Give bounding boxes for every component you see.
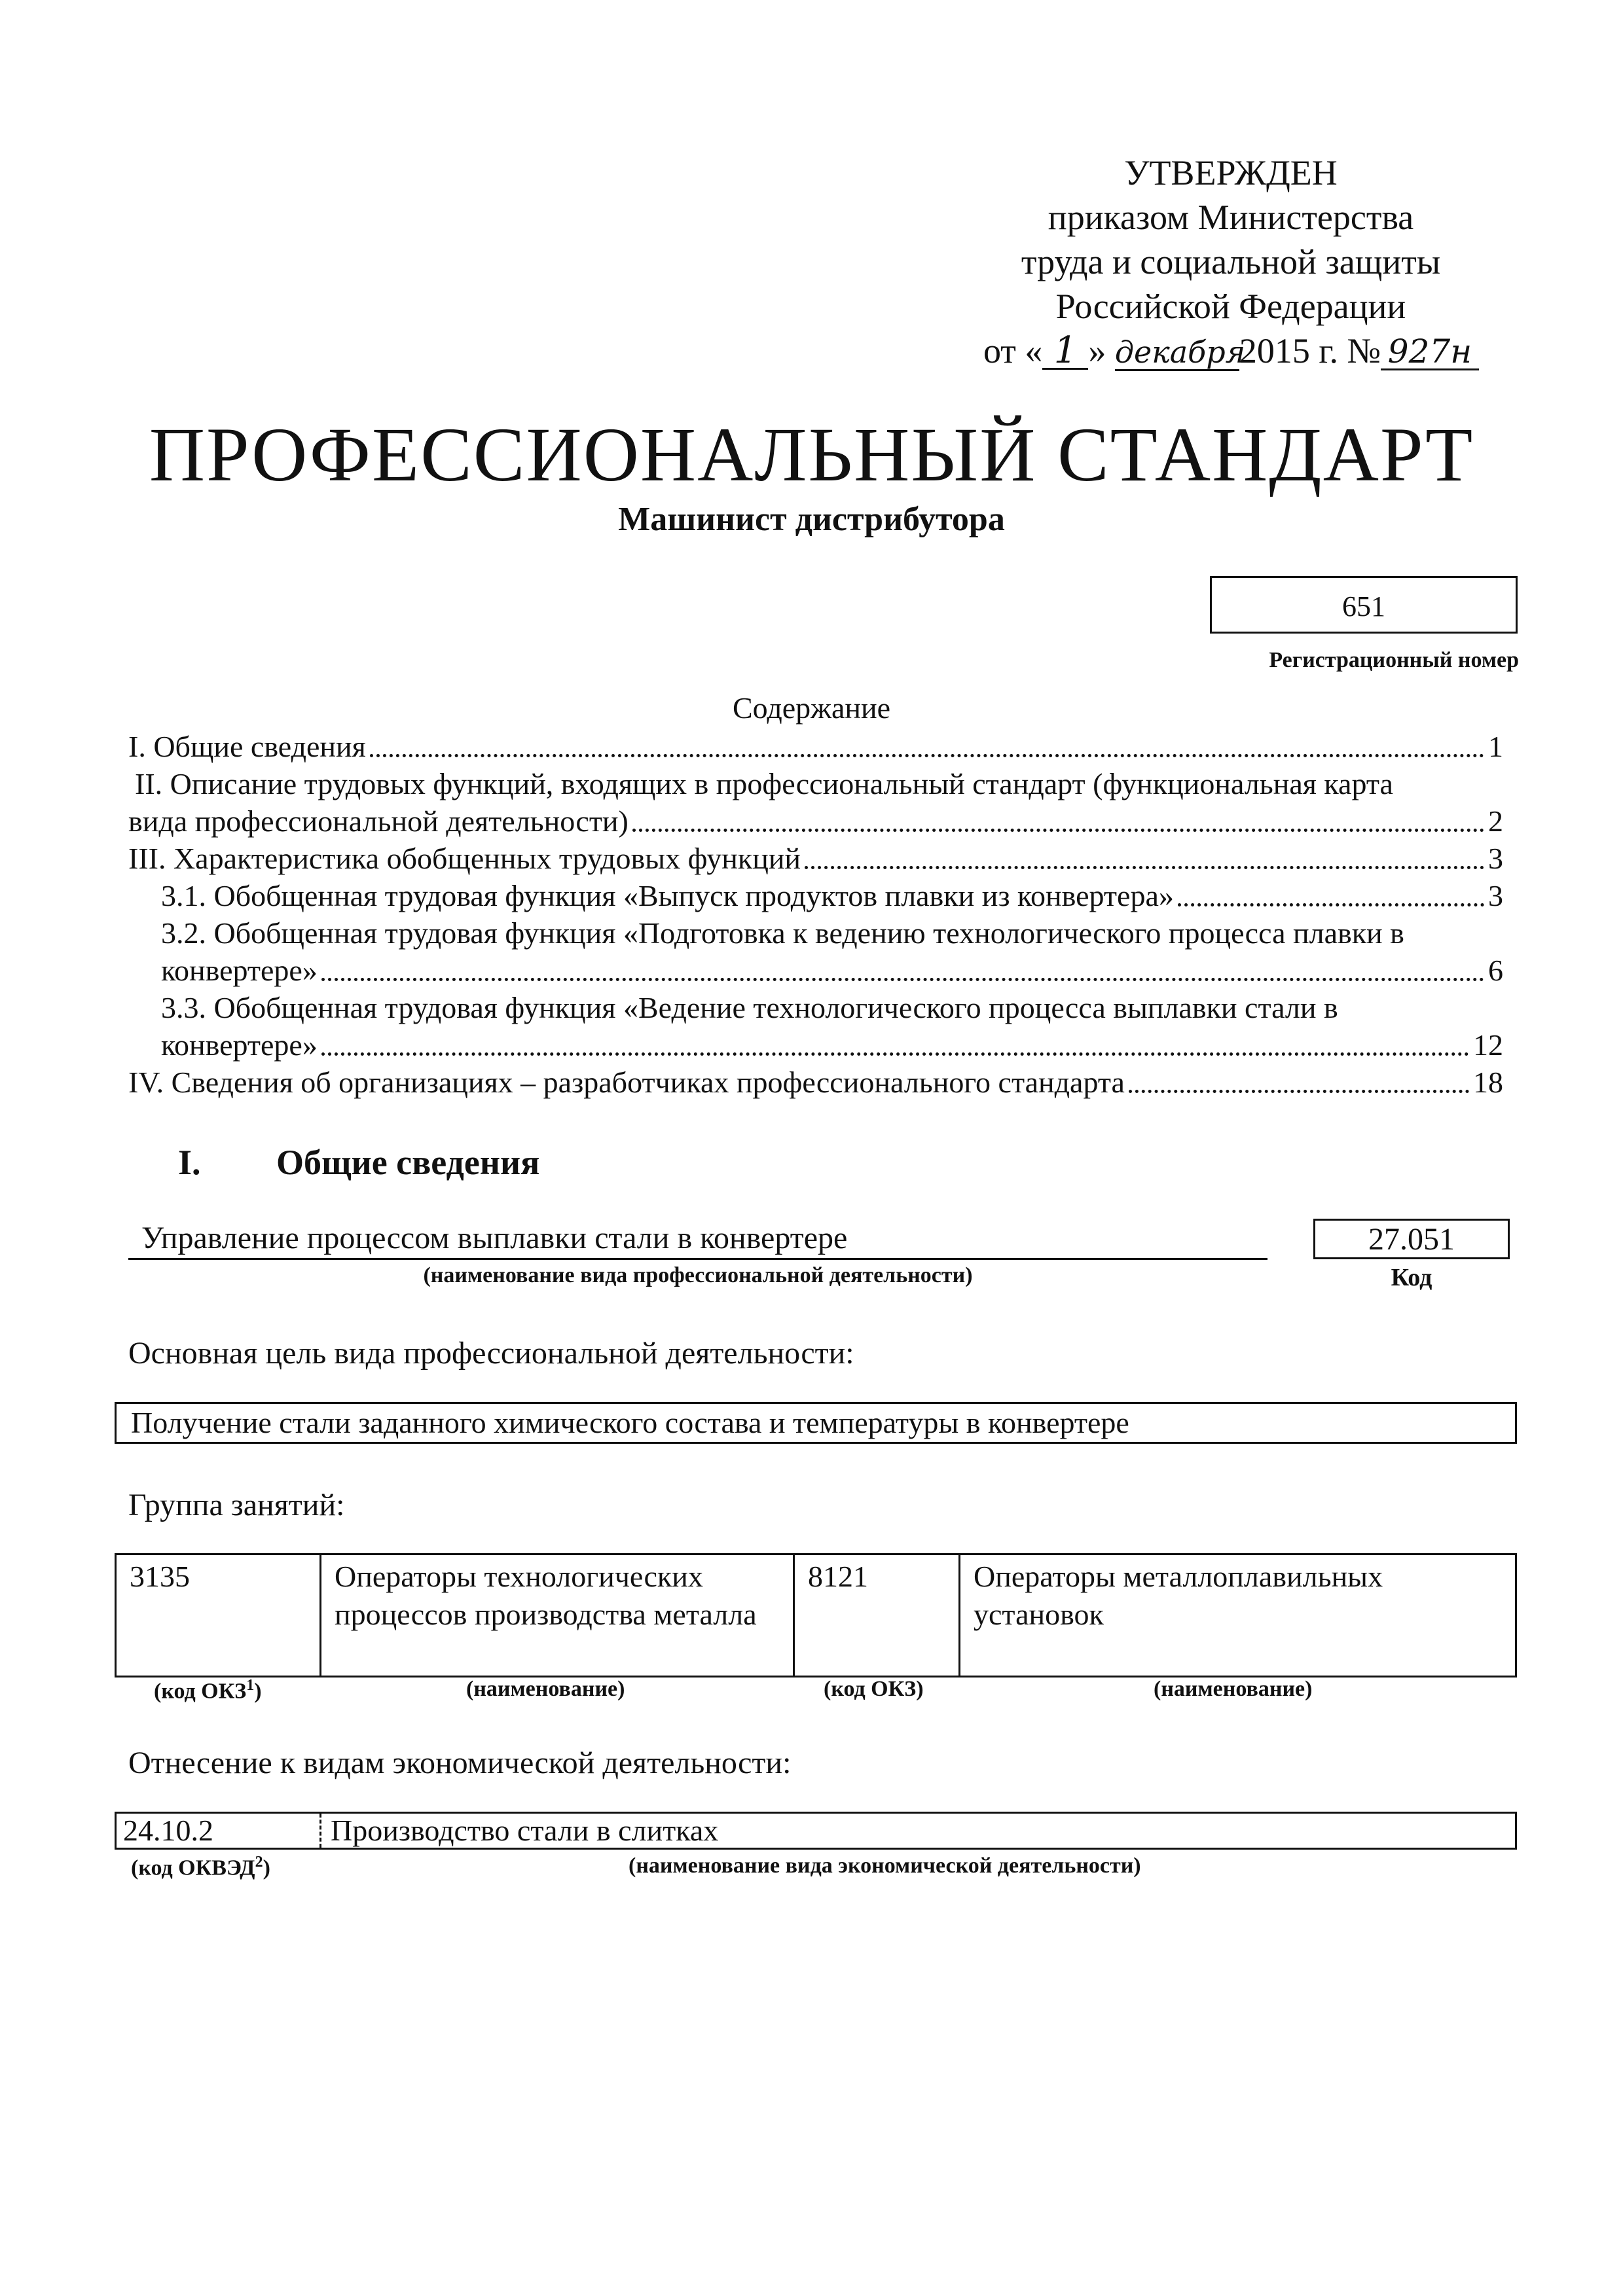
toc-item-text: III. Характеристика обобщенных трудовых функций — [128, 842, 801, 875]
okved-box — [115, 1812, 1517, 1850]
approval-line-2: приказом Министерства — [1048, 198, 1414, 237]
approval-date-line — [983, 329, 1493, 373]
okz-code-1: 3135 — [116, 1554, 321, 1677]
okz-code-caption-1: (код ОКЗ$^1$) — [154, 1677, 262, 1704]
toc-item-page: 6 — [1488, 954, 1503, 987]
toc-item-text-cont: конвертере» — [161, 1028, 318, 1062]
okved-label: Отнесение к видам экономической деятельности: — [128, 1746, 792, 1780]
handwritten-order-number: 927н — [1381, 334, 1479, 370]
table-of-contents — [128, 728, 1503, 1101]
goal-label: Основная цель вида профессиональной деятельности: — [128, 1336, 854, 1371]
toc-item-text: I. Общие сведения — [128, 730, 366, 763]
table-row — [116, 1554, 1516, 1677]
okz-code-caption-2: (код ОКЗ) — [824, 1677, 924, 1701]
okz-name-caption-1: (наименование) — [466, 1677, 625, 1701]
toc-item-7[interactable] — [128, 1064, 1503, 1101]
toc-item-text: 3.3. Обобщенная трудовая функция «Ведение технологического процесса выплавки стали в — [161, 991, 1338, 1024]
toc-item-page: 3 — [1488, 842, 1503, 875]
activity-name: Управление процессом выплавки стали в конвертере — [128, 1219, 1267, 1260]
section-heading — [178, 1142, 540, 1183]
toc-item-page: 12 — [1473, 1028, 1503, 1062]
okved-name-caption: (наименование вида экономической деятельности) — [629, 1854, 1141, 1878]
activity-code-box: 27.051 — [1313, 1219, 1510, 1259]
activity-code-caption: Код — [1391, 1264, 1432, 1291]
okved-name: Производство стали в слитках — [319, 1814, 718, 1848]
document-subtitle: Машинист дистрибутора — [618, 501, 1005, 538]
section-title: Общие сведения — [276, 1143, 540, 1182]
handwritten-month: декабря — [1114, 334, 1246, 370]
toc-item-text: 3.1. Обобщенная трудовая функция «Выпуск продуктов плавки из конвертера» — [161, 879, 1174, 912]
toc-item-page: 1 — [1488, 730, 1503, 763]
approval-line-4: Российской Федерации — [1055, 287, 1406, 326]
date-prefix: от « — [983, 331, 1043, 370]
toc-item-3[interactable] — [128, 840, 1503, 877]
toc-item-text-cont: конвертере» — [161, 954, 318, 987]
okved-code-caption: (код ОКВЭД$^2$) — [131, 1854, 270, 1880]
group-label: Группа занятий: — [128, 1488, 345, 1522]
date-year: 2015 г. № — [1239, 331, 1381, 370]
registration-number-box: 651 — [1210, 576, 1518, 634]
document-title: ПРОФЕССИОНАЛЬНЫЙ СТАНДАРТ — [149, 412, 1474, 497]
okz-code-2: 8121 — [794, 1554, 960, 1677]
toc-item-4[interactable] — [128, 877, 1503, 914]
toc-item-text: 3.2. Обобщенная трудовая функция «Подготовка к ведению технологического процесса плавки в — [161, 916, 1404, 950]
toc-item-text-cont: вида профессиональной деятельности) — [128, 804, 629, 838]
goal-box: Получение стали заданного химического состава и температуры в конвертере — [115, 1402, 1517, 1444]
okz-name-1: Операторы технологических процессов производства металла — [321, 1554, 794, 1677]
toc-item-text: II. Описание трудовых функций, входящих в профессиональный стандарт (функциональная карта — [135, 767, 1393, 800]
occupation-group-table — [115, 1553, 1517, 1677]
toc-heading: Содержание — [732, 691, 891, 725]
toc-item-text: IV. Сведения об организациях – разработчиках профессионального стандарта — [128, 1066, 1125, 1099]
okz-name-caption-2: (наименование) — [1154, 1677, 1313, 1701]
okz-name-2: Операторы металлоплавильных установок — [960, 1554, 1516, 1677]
toc-item-page: 3 — [1488, 879, 1503, 912]
approval-line-1: УТВЕРЖДЕН — [1124, 153, 1338, 192]
approval-block — [969, 151, 1493, 373]
toc-item-page: 2 — [1488, 804, 1503, 838]
section-number: I. — [178, 1143, 201, 1182]
toc-item-1[interactable] — [128, 728, 1503, 765]
toc-item-2[interactable] — [128, 765, 1503, 840]
toc-item-6[interactable] — [128, 989, 1503, 1064]
toc-item-5[interactable] — [128, 914, 1503, 989]
date-mid: » — [1088, 331, 1106, 370]
approval-line-3: труда и социальной защиты — [1021, 242, 1441, 281]
okved-code: 24.10.2 — [123, 1814, 213, 1847]
registration-number-label: Регистрационный номер — [1269, 648, 1519, 672]
toc-item-page: 18 — [1473, 1066, 1503, 1099]
activity-name-caption: (наименование вида профессиональной деятельности) — [423, 1263, 973, 1287]
handwritten-day: 1 — [1042, 334, 1088, 370]
